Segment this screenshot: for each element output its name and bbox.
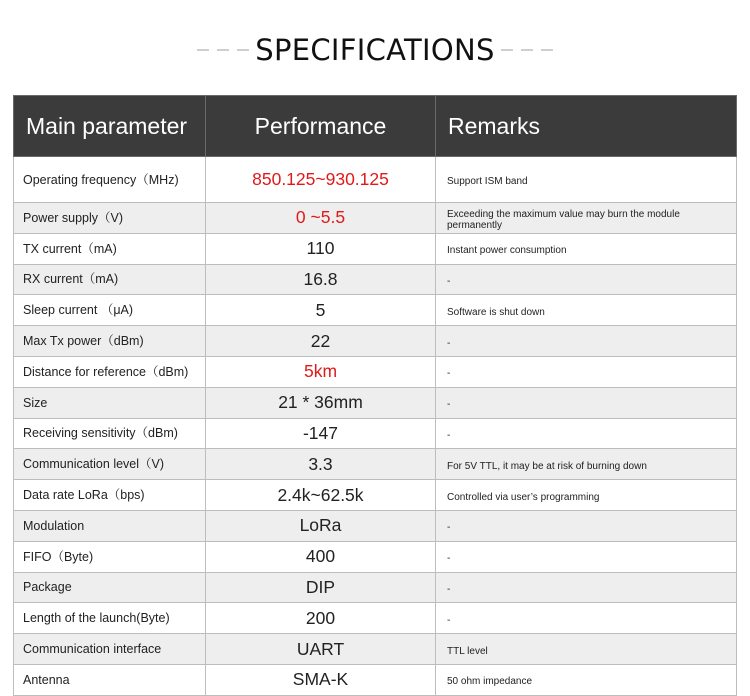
performance-cell: 3.3: [206, 449, 436, 480]
performance-cell: 16.8: [206, 264, 436, 295]
parameter-cell: Operating frequency（MHz): [14, 157, 206, 203]
parameter-cell: Max Tx power（dBm): [14, 326, 206, 357]
remark-cell: Instant power consumption: [436, 233, 737, 264]
table-row: [14, 326, 737, 357]
parameter-cell: Data rate LoRa（bps): [14, 480, 206, 511]
performance-cell: 21 * 36mm: [206, 387, 436, 418]
performance-cell: 0 ~5.5: [206, 203, 436, 234]
performance-cell: 22: [206, 326, 436, 357]
table-row: [14, 233, 737, 264]
table-row: [14, 634, 737, 665]
table-row: [14, 664, 737, 695]
table-body: [14, 157, 737, 696]
header-remarks: Remarks: [436, 96, 737, 157]
table-row: [14, 387, 737, 418]
table-row: [14, 356, 737, 387]
title-dash-right: [501, 49, 553, 51]
performance-cell: 5: [206, 295, 436, 326]
performance-cell: 850.125~930.125: [206, 157, 436, 203]
remark-cell: Exceeding the maximum value may burn the module permanently: [436, 203, 737, 234]
parameter-cell: TX current（mA): [14, 233, 206, 264]
header-performance: Performance: [206, 96, 436, 157]
parameter-cell: Sleep current （μA): [14, 295, 206, 326]
table-row: [14, 295, 737, 326]
remark-cell: -: [436, 510, 737, 541]
title-dash-left: [197, 49, 249, 51]
parameter-cell: Receiving sensitivity（dBm): [14, 418, 206, 449]
table-row: [14, 203, 737, 234]
remark-cell: -: [436, 264, 737, 295]
table-row: [14, 449, 737, 480]
parameter-cell: Length of the launch(Byte): [14, 603, 206, 634]
page-title: SPECIFICATIONS: [255, 33, 495, 67]
title-bar: [0, 28, 750, 72]
performance-cell: SMA-K: [206, 664, 436, 695]
remark-cell: -: [436, 572, 737, 603]
specifications-table: [13, 95, 737, 696]
parameter-cell: Power supply（V): [14, 203, 206, 234]
parameter-cell: RX current（mA): [14, 264, 206, 295]
remark-cell: -: [436, 541, 737, 572]
table-row: [14, 572, 737, 603]
performance-cell: 5km: [206, 356, 436, 387]
parameter-cell: Communication level（V): [14, 449, 206, 480]
header-main-parameter: Main parameter: [14, 96, 206, 157]
remark-cell: 50 ohm impedance: [436, 664, 737, 695]
performance-cell: 200: [206, 603, 436, 634]
parameter-cell: Package: [14, 572, 206, 603]
table-row: [14, 603, 737, 634]
performance-cell: 400: [206, 541, 436, 572]
performance-cell: UART: [206, 634, 436, 665]
table-row: [14, 157, 737, 203]
remark-cell: -: [436, 603, 737, 634]
performance-cell: -147: [206, 418, 436, 449]
table-row: [14, 510, 737, 541]
performance-cell: 110: [206, 233, 436, 264]
table-header-row: [14, 96, 737, 157]
performance-cell: 2.4k~62.5k: [206, 480, 436, 511]
remark-cell: -: [436, 418, 737, 449]
remark-cell: For 5V TTL, it may be at risk of burning down: [436, 449, 737, 480]
table-row: [14, 541, 737, 572]
table-row: [14, 264, 737, 295]
performance-cell: LoRa: [206, 510, 436, 541]
remark-cell: Support ISM band: [436, 157, 737, 203]
parameter-cell: Distance for reference（dBm): [14, 356, 206, 387]
remark-cell: -: [436, 326, 737, 357]
parameter-cell: FIFO（Byte): [14, 541, 206, 572]
remark-cell: TTL level: [436, 634, 737, 665]
parameter-cell: Modulation: [14, 510, 206, 541]
table-row: [14, 418, 737, 449]
remark-cell: Software is shut down: [436, 295, 737, 326]
remark-cell: Controlled via user’s programming: [436, 480, 737, 511]
parameter-cell: Antenna: [14, 664, 206, 695]
remark-cell: -: [436, 387, 737, 418]
parameter-cell: Size: [14, 387, 206, 418]
table-row: [14, 480, 737, 511]
performance-cell: DIP: [206, 572, 436, 603]
parameter-cell: Communication interface: [14, 634, 206, 665]
remark-cell: -: [436, 356, 737, 387]
